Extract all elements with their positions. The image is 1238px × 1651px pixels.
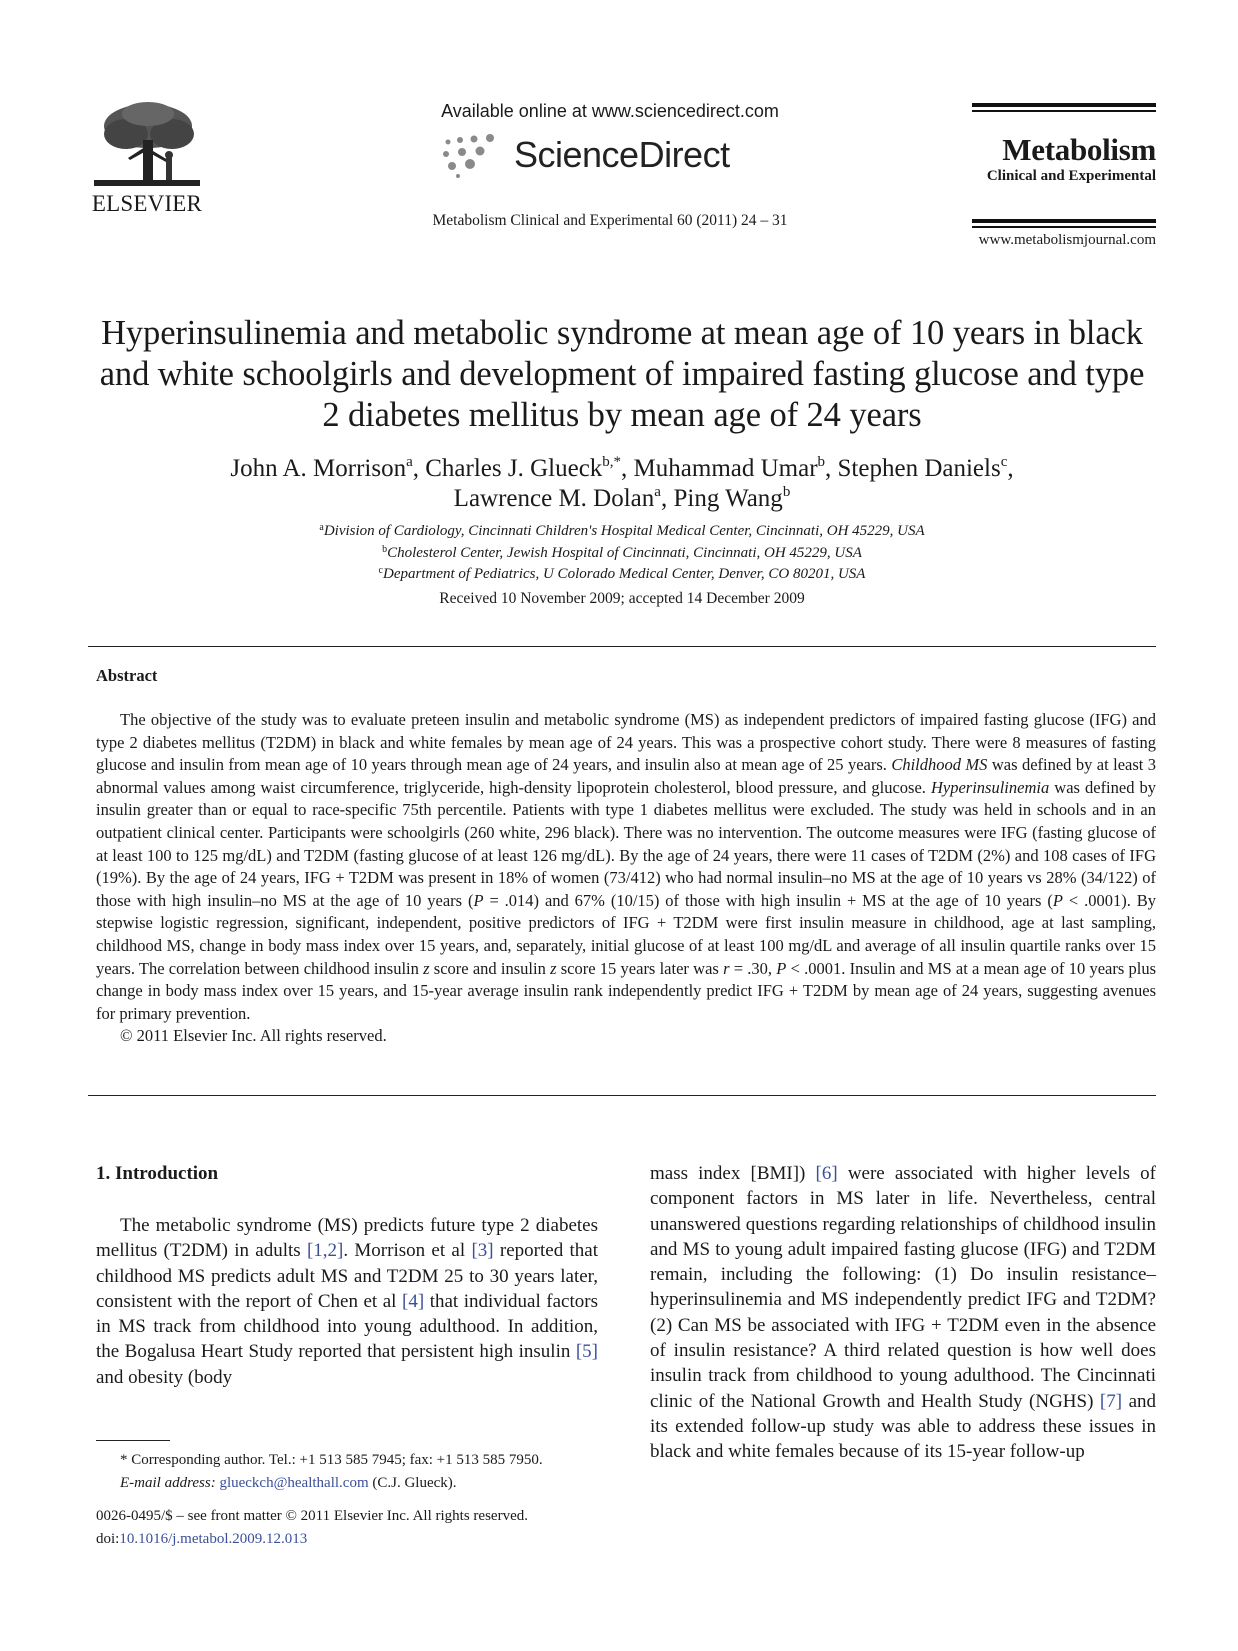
available-online-text: Available online at www.sciencedirect.com [441, 101, 779, 121]
author-affil-marker: c [1000, 454, 1008, 470]
author-name: Ping Wang [673, 485, 783, 512]
author-name: John A. Morrison [230, 455, 407, 482]
doi-line [96, 1528, 616, 1551]
elsevier-logo [88, 100, 206, 216]
journal-citation: Metabolism Clinical and Experimental 60 (2011) 24 – 31 [432, 212, 788, 229]
reference-link[interactable]: [1,2] [306, 1240, 344, 1262]
body-text: reported that childhood MS predicts adult MS and T2DM 25 to 30 years later, consistent with the report of Chen et al [96, 1240, 598, 1312]
footnote-divider [96, 1440, 170, 1441]
body-column-left [96, 1213, 598, 1390]
intro-paragraph [96, 1213, 598, 1390]
abstract-text: The objective of the study was to evaluate preteen insulin and metabolic syndrome (MS) as independent predictors of impaired fasting glucose (IFG) and type 2 diabetes mellitus (T2DM) in black and white females by mean age of 24 years. This was a prospective cohort study. There were 8 measures of fasting glucose and insulin from mean age of 10 years through mean age of 24 years, and insulin also at mean age of 25 years. [96, 710, 1156, 775]
term-hyperinsulinemia: Hyperinsulinemia [930, 777, 1050, 797]
author-separator: , [412, 455, 426, 482]
author-name: Stephen Daniels [837, 455, 1001, 482]
author-separator: , [1007, 455, 1014, 482]
affiliation-marker: b [382, 543, 388, 555]
abstract-text: was defined by insulin greater than or equal to race-specific 75th percentile. Patients with type 1 diabetes mellitus were excluded. The study was held in schools and in an outpatient clinical center. Participants were schoolgirls (260 white, 296 black). There was no intervention. The outcome measures were IFG (fasting glucose of at least 100 to 125 mg/dL) and T2DM (fasting glucose of at least 126 mg/dL). By the age of 24 years, there were 11 cases of T2DM (2%) and 108 cases of IFG (19%). By the age of 24 years, IFG + T2DM was present in 18% of women (73/412) who had normal insulin–no MS at the age of 10 years vs 28% (34/122) of those with high insulin–no MS at the age of 10 years ( [96, 777, 1157, 910]
journal-subtitle: Clinical and Experimental [986, 168, 1156, 184]
journal-rule-bottom [972, 219, 1156, 223]
term-childhood-ms: Childhood MS [891, 755, 988, 775]
abstract-text: was defined by at least 3 abnormal values among waist circumference, triglyceride, high-density lipoprotein cholesterol, blood pressure, and glucose. [96, 755, 1157, 797]
author-name: Charles J. Glueck [425, 455, 603, 482]
reference-link[interactable]: [4] [402, 1290, 425, 1312]
author-separator: , [825, 455, 838, 482]
affiliation [88, 564, 1156, 586]
reference-link[interactable]: [6] [815, 1163, 838, 1184]
author-name: Lawrence M. Dolan [453, 485, 655, 512]
stat-p: P [473, 890, 484, 910]
body-text: were associated with higher levels of component factors in MS later in life. Nevertheless, central unanswered questions regarding relationships of childhood insulin and MS to young adult impaired fasting glucose (IFG) and T2DM remain, including the following: (1) Do insulin resistance–hyperinsulinemia and MS independently predict IFG and T2DM? (2) Can MS be associated with IFG + T2DM even in the absence of insulin resistance? A third related question is how well does insulin track from childhood to young adulthood. The Cincinnati clinic of the National Growth and Health Study (NGHS) [650, 1163, 1156, 1412]
affiliation-marker: a [319, 522, 324, 533]
author-list [88, 454, 1156, 514]
reference-link[interactable]: [5] [575, 1341, 598, 1363]
stat-p: P [776, 958, 787, 978]
journal-url-link[interactable]: www.metabolismjournal.com [978, 232, 1156, 248]
author-affil-marker: a [654, 484, 661, 500]
abstract-divider-bottom [88, 1095, 1156, 1096]
author-name: Muhammad Umar [633, 455, 818, 482]
email-label: E-mail address: [120, 1474, 216, 1491]
abstract-text: = .30, [729, 958, 777, 978]
front-matter-copyright: 0026-0495/$ – see front matter © 2011 Elsevier Inc. All rights reserved. [96, 1508, 528, 1524]
abstract-text: < .0001). By stepwise logistic regression, significant, independent, positive predictors of IFG + T2DM were first insulin measure in childhood, age at last sampling, childhood MS, change in body mass index over 15 years, and, separately, initial glucose of at least 100 mg/dL and average of all insulin quartile ranks over 15 years. The correlation between childhood insulin [96, 890, 1156, 978]
affiliation-text: Division of Cardiology, Cincinnati Children's Hospital Medical Center, Cincinnati, OH 45229, USA [323, 523, 925, 539]
abstract-heading: Abstract [96, 666, 158, 685]
corresponding-author-note: * Corresponding author. Tel.: +1 513 585 7945; fax: +1 513 585 7950. [120, 1452, 543, 1468]
body-text: . Morrison et al [343, 1240, 472, 1262]
stat-z: z [423, 958, 430, 978]
abstract-text: score 15 years later was [556, 958, 724, 978]
sciencedirect-wordmark: ScienceDirect [514, 134, 730, 175]
abstract-text: score and insulin [429, 958, 551, 978]
reference-link[interactable]: [3] [471, 1240, 494, 1262]
affiliation [88, 543, 1156, 565]
abstract-paragraph [96, 709, 1156, 1025]
author-affil-marker: a [406, 454, 413, 470]
abstract-text: < .0001. Insulin and MS at a mean age of 10 years plus change in body mass index over 15 years, and 15-year average insulin rank independently predict IFG + T2DM by mean age of 24 years, suggesting avenues for primary prevention. [96, 958, 1157, 1023]
elsevier-tree-icon [88, 100, 206, 192]
affiliation-text: Cholesterol Center, Jewish Hospital of Cincinnati, Cincinnati, OH 45229, USA [387, 544, 862, 561]
author-affil-marker: b,* [602, 454, 622, 470]
body-column-right [650, 1161, 1156, 1465]
stat-r: r [723, 958, 730, 978]
stat-p: P [1052, 890, 1063, 910]
body-text: and its extended follow-up study was able to address these issues in black and white females because of its 15-year follow-up [650, 1390, 1156, 1463]
journal-rule-bottom-thin [972, 226, 1156, 228]
abstract-text: = .014) and 67% (10/15) of those with high insulin + MS at the age of 10 years ( [483, 890, 1053, 910]
sciencedirect-dots-icon [440, 134, 510, 178]
section-heading-introduction: 1. Introduction [96, 1163, 219, 1184]
stat-z: z [550, 958, 557, 978]
abstract-body [96, 709, 1156, 1048]
affiliation-list [88, 521, 1156, 586]
email-link[interactable]: glueckch@healthall.com [219, 1474, 369, 1491]
article-title: Hyperinsulinemia and metabolic syndrome at mean age of 10 years in black and white schoolgirls and development of impaired fasting glucose and type 2 diabetes mellitus by mean age of 24 years [99, 314, 1145, 434]
sciencedirect-logo [440, 134, 770, 182]
author-affil-marker: b [817, 454, 826, 470]
journal-rule-top [972, 103, 1156, 107]
footnote [96, 1449, 598, 1494]
journal-rule-top-thin [972, 110, 1156, 112]
doi-label: doi: [96, 1530, 120, 1547]
body-text: that individual factors in MS track from childhood into young adulthood. In addition, the Bogalusa Heart Study reported that persistent high insulin [96, 1290, 598, 1363]
journal-name: Metabolism [1002, 132, 1156, 167]
doi-link[interactable]: 10.1016/j.metabol.2009.12.013 [119, 1530, 308, 1547]
affiliation-marker: c [378, 565, 383, 576]
abstract-divider-top [88, 646, 1156, 647]
front-matter [96, 1505, 616, 1550]
email-note [96, 1472, 598, 1495]
body-text: and obesity (body [96, 1366, 233, 1388]
author-separator: , [621, 455, 634, 482]
author-separator: , [660, 485, 674, 512]
publisher-name: ELSEVIER [91, 191, 203, 216]
affiliation [88, 521, 1156, 543]
author-affil-marker: b [782, 484, 791, 500]
body-text: mass index [BMI]) [650, 1163, 816, 1184]
email-owner: (C.J. Glueck). [368, 1474, 457, 1491]
affiliation-text: Department of Pediatrics, U Colorado Medical Center, Denver, CO 80201, USA [383, 566, 866, 582]
body-text: The metabolic syndrome (MS) predicts future type 2 diabetes mellitus (T2DM) in adults [96, 1215, 598, 1262]
intro-paragraph-continued [650, 1161, 1156, 1465]
reference-link[interactable]: [7] [1099, 1390, 1123, 1412]
received-dates: Received 10 November 2009; accepted 14 December 2009 [439, 590, 805, 607]
abstract-copyright: © 2011 Elsevier Inc. All rights reserved. [120, 1026, 387, 1046]
